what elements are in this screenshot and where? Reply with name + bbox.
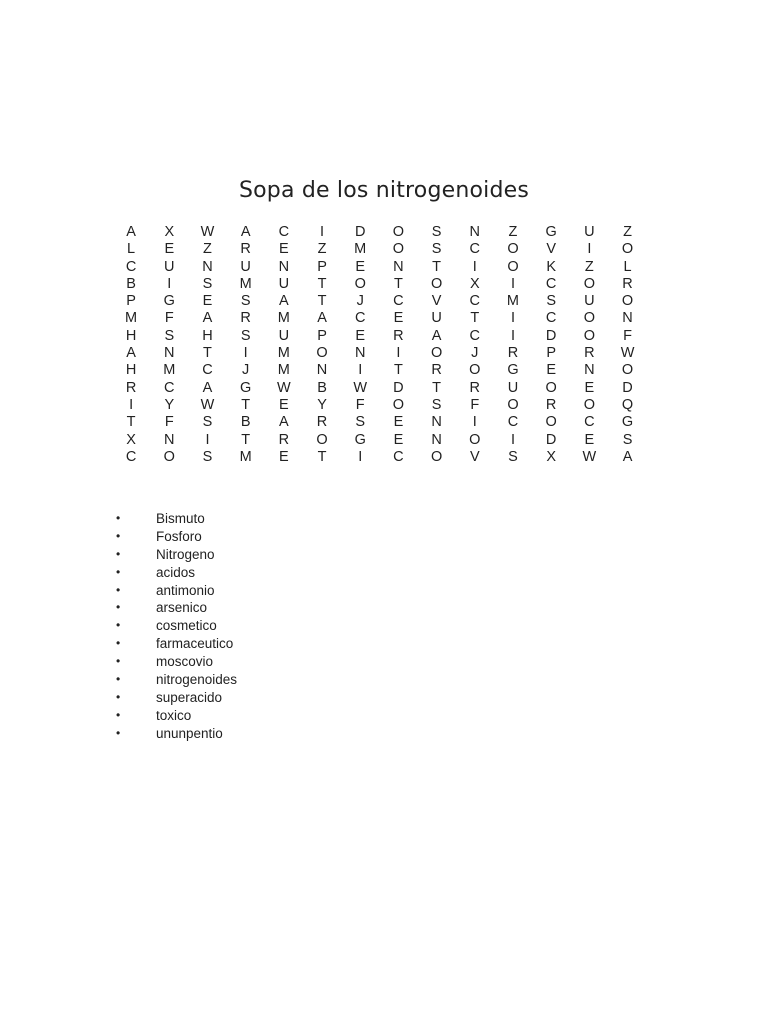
grid-letter: J — [471, 345, 479, 362]
grid-letter: N — [354, 345, 366, 362]
grid-letter: X — [546, 448, 556, 465]
grid-letter: M — [163, 362, 176, 379]
grid-letter: S — [431, 241, 442, 258]
grid-letter: R — [584, 345, 595, 362]
grid-letter: I — [358, 362, 363, 379]
grid-letter: T — [241, 431, 251, 448]
grid-letter: O — [430, 275, 443, 292]
grid-letter: O — [507, 258, 519, 275]
grid-letter: T — [470, 310, 480, 327]
grid-letter: I — [587, 241, 592, 258]
grid-letter: O — [507, 396, 519, 413]
grid-letter: G — [240, 379, 252, 396]
grid-letter: N — [622, 310, 633, 327]
grid-letter: N — [316, 362, 328, 379]
grid-letter: A — [431, 327, 442, 344]
grid-letter: G — [621, 414, 634, 431]
grid-letter: P — [317, 327, 327, 344]
grid-letter: C — [164, 379, 175, 396]
grid-letter: O — [583, 396, 595, 413]
grid-letter: I — [205, 431, 210, 448]
word-label: acidos — [156, 564, 196, 580]
grid-letter: I — [320, 224, 325, 240]
grid-letter: E — [164, 241, 175, 258]
grid-letter: C — [125, 448, 137, 465]
word-label: antimonio — [156, 582, 215, 598]
grid-letter: O — [163, 448, 175, 465]
grid-letter: R — [125, 379, 137, 396]
bullet-icon: • — [116, 546, 121, 561]
grid-letter: D — [545, 327, 557, 344]
grid-letter: E — [584, 431, 595, 448]
grid-letter: R — [469, 379, 481, 396]
grid-letter: E — [546, 362, 556, 379]
grid-letter: O — [469, 362, 481, 379]
grid-letter: T — [432, 258, 442, 275]
grid-letter: O — [621, 362, 634, 379]
grid-letter: F — [470, 396, 480, 413]
grid-letter: O — [583, 310, 595, 327]
grid-letter: T — [432, 379, 442, 396]
word-list-item — [116, 528, 237, 546]
grid-letter: S — [240, 327, 251, 344]
grid-letter: N — [164, 345, 175, 362]
grid-letter: A — [202, 379, 213, 396]
grid-letter: H — [125, 327, 137, 344]
grid-letter: I — [243, 345, 248, 362]
grid-letter: Y — [164, 396, 175, 413]
bullet-icon: • — [116, 528, 121, 543]
grid-letter: U — [584, 224, 595, 240]
grid-letter: S — [508, 448, 518, 465]
grid-letter: C — [393, 293, 404, 310]
grid-letter: P — [126, 293, 136, 310]
grid-letter: N — [202, 258, 213, 275]
grid-letter: G — [507, 362, 519, 379]
word-label: moscovio — [156, 654, 214, 670]
grid-row — [112, 224, 647, 241]
bullet-icon: • — [116, 618, 121, 633]
grid-letter: O — [392, 396, 405, 413]
grid-letter: I — [472, 258, 477, 275]
grid-letter: E — [279, 448, 289, 465]
grid-letter: T — [203, 345, 212, 362]
grid-letter: U — [584, 293, 595, 310]
grid-letter: M — [277, 362, 290, 379]
word-label: nitrogenoides — [156, 672, 238, 688]
grid-letter: C — [584, 414, 595, 431]
word-label: ununpentio — [156, 725, 223, 741]
grid-letter: T — [317, 293, 327, 310]
word-search-grid — [112, 224, 647, 466]
grid-letter: E — [393, 414, 404, 431]
grid-letter: X — [126, 431, 136, 448]
grid-row — [112, 362, 647, 379]
grid-letter: W — [200, 396, 215, 413]
grid-letter: R — [240, 310, 251, 327]
grid-letter: J — [356, 293, 364, 310]
grid-letter: R — [545, 396, 557, 413]
grid-letter: C — [469, 241, 481, 258]
grid-letter: O — [469, 431, 481, 448]
grid-letter: N — [164, 431, 175, 448]
grid-letter: B — [317, 379, 327, 396]
grid-row — [112, 380, 647, 397]
grid-letter: E — [279, 396, 289, 413]
grid-letter: D — [393, 379, 404, 396]
grid-letter: K — [546, 258, 556, 275]
grid-letter: W — [200, 224, 215, 240]
grid-letter: I — [129, 396, 134, 413]
grid-letter: S — [202, 414, 213, 431]
grid-letter: E — [202, 293, 213, 310]
grid-letter: O — [430, 345, 443, 362]
grid-letter: W — [277, 379, 291, 396]
grid-letter: G — [354, 431, 366, 448]
grid-row — [112, 328, 647, 345]
bullet-icon: • — [116, 689, 121, 704]
grid-letter: M — [239, 448, 252, 465]
grid-letter: A — [279, 293, 289, 310]
grid-letter: C — [278, 224, 290, 240]
word-list-item — [116, 689, 237, 707]
grid-row — [112, 449, 647, 466]
grid-letter: O — [545, 379, 557, 396]
grid-letter: S — [355, 414, 366, 431]
grid-letter: N — [278, 258, 290, 275]
grid-letter: I — [510, 310, 515, 327]
grid-letter: F — [164, 414, 174, 431]
grid-letter: S — [202, 275, 213, 292]
word-list-item — [116, 617, 237, 635]
grid-letter: I — [396, 345, 401, 362]
grid-letter: Z — [584, 258, 594, 275]
grid-letter: C — [469, 293, 481, 310]
grid-letter: O — [354, 275, 366, 292]
grid-letter: O — [392, 241, 405, 258]
grid-letter: W — [353, 379, 368, 396]
grid-letter: C — [545, 275, 557, 292]
grid-letter: V — [431, 293, 442, 310]
word-list-item — [116, 707, 237, 725]
grid-letter: W — [582, 448, 597, 465]
grid-letter: I — [167, 275, 172, 292]
grid-letter: F — [355, 396, 365, 413]
bullet-icon: • — [116, 600, 121, 615]
grid-letter: U — [278, 275, 290, 292]
grid-row — [112, 345, 647, 362]
grid-letter: T — [126, 414, 136, 431]
grid-letter: T — [393, 362, 403, 379]
grid-letter: G — [545, 224, 557, 240]
grid-letter: X — [469, 275, 480, 292]
word-list-item — [116, 599, 237, 617]
grid-letter: U — [240, 258, 251, 275]
grid-letter: D — [622, 379, 633, 396]
grid-letter: E — [355, 327, 366, 344]
word-label: farmaceutico — [156, 636, 234, 652]
grid-row — [112, 432, 647, 449]
grid-letter: R — [431, 362, 442, 379]
word-label: cosmetico — [156, 618, 217, 634]
word-list-item — [116, 582, 237, 600]
grid-letter: N — [431, 414, 442, 431]
grid-letter: N — [431, 431, 442, 448]
grid-letter: O — [316, 345, 328, 362]
grid-letter: O — [507, 241, 519, 258]
grid-letter: P — [546, 345, 556, 362]
grid-letter: E — [393, 431, 404, 448]
grid-letter: M — [277, 345, 290, 362]
word-label: arsenico — [156, 600, 208, 616]
grid-letter: O — [392, 224, 405, 240]
bullet-icon: • — [116, 725, 121, 740]
grid-letter: M — [354, 241, 367, 258]
grid-letter: C — [354, 310, 366, 327]
grid-letter: S — [431, 396, 442, 413]
word-list-item — [116, 671, 237, 689]
word-list-item — [116, 635, 237, 653]
grid-letter: A — [622, 448, 633, 465]
grid-letter: N — [469, 224, 481, 240]
grid-letter: R — [393, 327, 404, 344]
bullet-icon: • — [116, 672, 121, 687]
grid-letter: A — [126, 345, 136, 362]
grid-letter: D — [545, 431, 557, 448]
grid-row — [112, 276, 647, 293]
grid-letter: C — [545, 310, 557, 327]
grid-letter: C — [507, 414, 519, 431]
grid-letter: A — [126, 224, 136, 240]
grid-letter: D — [354, 224, 366, 240]
grid-letter: L — [623, 258, 632, 275]
grid-letter: B — [240, 414, 251, 431]
grid-letter: A — [317, 310, 327, 327]
grid-letter: Z — [508, 224, 518, 240]
grid-letter: W — [620, 345, 635, 362]
grid-letter: M — [277, 310, 290, 327]
grid-letter: N — [393, 258, 404, 275]
word-label: superacido — [156, 689, 223, 705]
grid-letter: A — [202, 310, 213, 327]
word-list — [116, 510, 237, 743]
grid-letter: I — [510, 327, 515, 344]
word-label: toxico — [156, 707, 192, 723]
grid-letter: S — [622, 431, 633, 448]
grid-letter: U — [278, 327, 290, 344]
grid-letter: E — [584, 379, 595, 396]
grid-letter: R — [507, 345, 519, 362]
word-list-item — [116, 653, 237, 671]
grid-letter: C — [125, 258, 137, 275]
grid-letter: Q — [621, 396, 634, 413]
grid-letter: O — [621, 241, 634, 258]
page-title: Sopa de los nitrogenoides — [238, 178, 530, 203]
grid-letter: F — [164, 310, 174, 327]
word-list-item — [116, 725, 237, 743]
bullet-icon: • — [116, 654, 121, 669]
grid-letter: Z — [203, 241, 212, 258]
grid-row — [112, 293, 647, 310]
grid-letter: H — [125, 362, 137, 379]
grid-letter: E — [279, 241, 289, 258]
grid-letter: M — [239, 275, 252, 292]
grid-letter: M — [506, 293, 520, 310]
grid-row — [112, 241, 647, 258]
grid-letter: A — [279, 414, 289, 431]
grid-letter: T — [393, 275, 403, 292]
grid-letter: S — [240, 293, 251, 310]
grid-letter: V — [469, 448, 480, 465]
grid-row — [112, 397, 647, 414]
word-label: Bismuto — [156, 511, 205, 526]
grid-letter: C — [393, 448, 404, 465]
grid-letter: N — [584, 362, 595, 379]
grid-letter: R — [316, 414, 328, 431]
grid-letter: C — [469, 327, 481, 344]
grid-row — [112, 259, 647, 276]
grid-letter: R — [240, 241, 251, 258]
bullet-icon: • — [116, 564, 121, 579]
grid-letter: U — [164, 258, 175, 275]
grid-letter: I — [510, 431, 515, 448]
word-label: Fosforo — [156, 528, 202, 544]
grid-letter: Z — [623, 224, 632, 240]
grid-letter: Z — [317, 241, 327, 258]
bullet-icon: • — [116, 582, 121, 597]
grid-letter: Y — [317, 396, 327, 413]
grid-letter: I — [472, 414, 477, 431]
grid-letter: O — [621, 293, 634, 310]
grid-letter: E — [355, 258, 366, 275]
grid-letter: I — [358, 448, 363, 465]
grid-letter: S — [431, 224, 442, 240]
grid-letter: G — [163, 293, 175, 310]
grid-letter: J — [242, 362, 250, 379]
grid-letter: P — [317, 258, 327, 275]
grid-letter: S — [202, 448, 213, 465]
grid-letter: R — [278, 431, 290, 448]
grid-letter: M — [125, 310, 138, 327]
grid-letter: C — [202, 362, 213, 379]
grid-letter: O — [583, 327, 595, 344]
grid-row — [112, 414, 647, 431]
grid-letter: R — [622, 275, 633, 292]
grid-letter: T — [317, 275, 327, 292]
grid-row — [112, 310, 647, 327]
grid-letter: U — [431, 310, 442, 327]
grid-letter: O — [545, 414, 557, 431]
word-list-item — [116, 546, 237, 564]
grid-letter: T — [317, 448, 327, 465]
grid-letter: V — [546, 241, 556, 258]
grid-letter: I — [510, 275, 515, 292]
grid-letter: X — [164, 224, 175, 240]
grid-letter: S — [546, 293, 556, 310]
grid-letter: O — [316, 431, 328, 448]
word-list-item — [116, 510, 237, 528]
word-list-item — [116, 564, 237, 582]
grid-letter: O — [430, 448, 443, 465]
grid-letter: O — [583, 275, 595, 292]
grid-letter: E — [393, 310, 404, 327]
grid-letter: S — [164, 327, 175, 344]
grid-letter: A — [240, 224, 251, 240]
grid-letter: T — [241, 396, 251, 413]
bullet-icon: • — [116, 511, 121, 525]
bullet-icon: • — [116, 707, 121, 722]
grid-letter: B — [126, 275, 136, 292]
word-label: Nitrogeno — [156, 546, 215, 562]
grid-letter: U — [507, 379, 519, 396]
grid-letter: F — [623, 327, 632, 344]
grid-letter: H — [202, 327, 213, 344]
grid-letter: L — [127, 241, 136, 258]
bullet-icon: • — [116, 636, 121, 651]
